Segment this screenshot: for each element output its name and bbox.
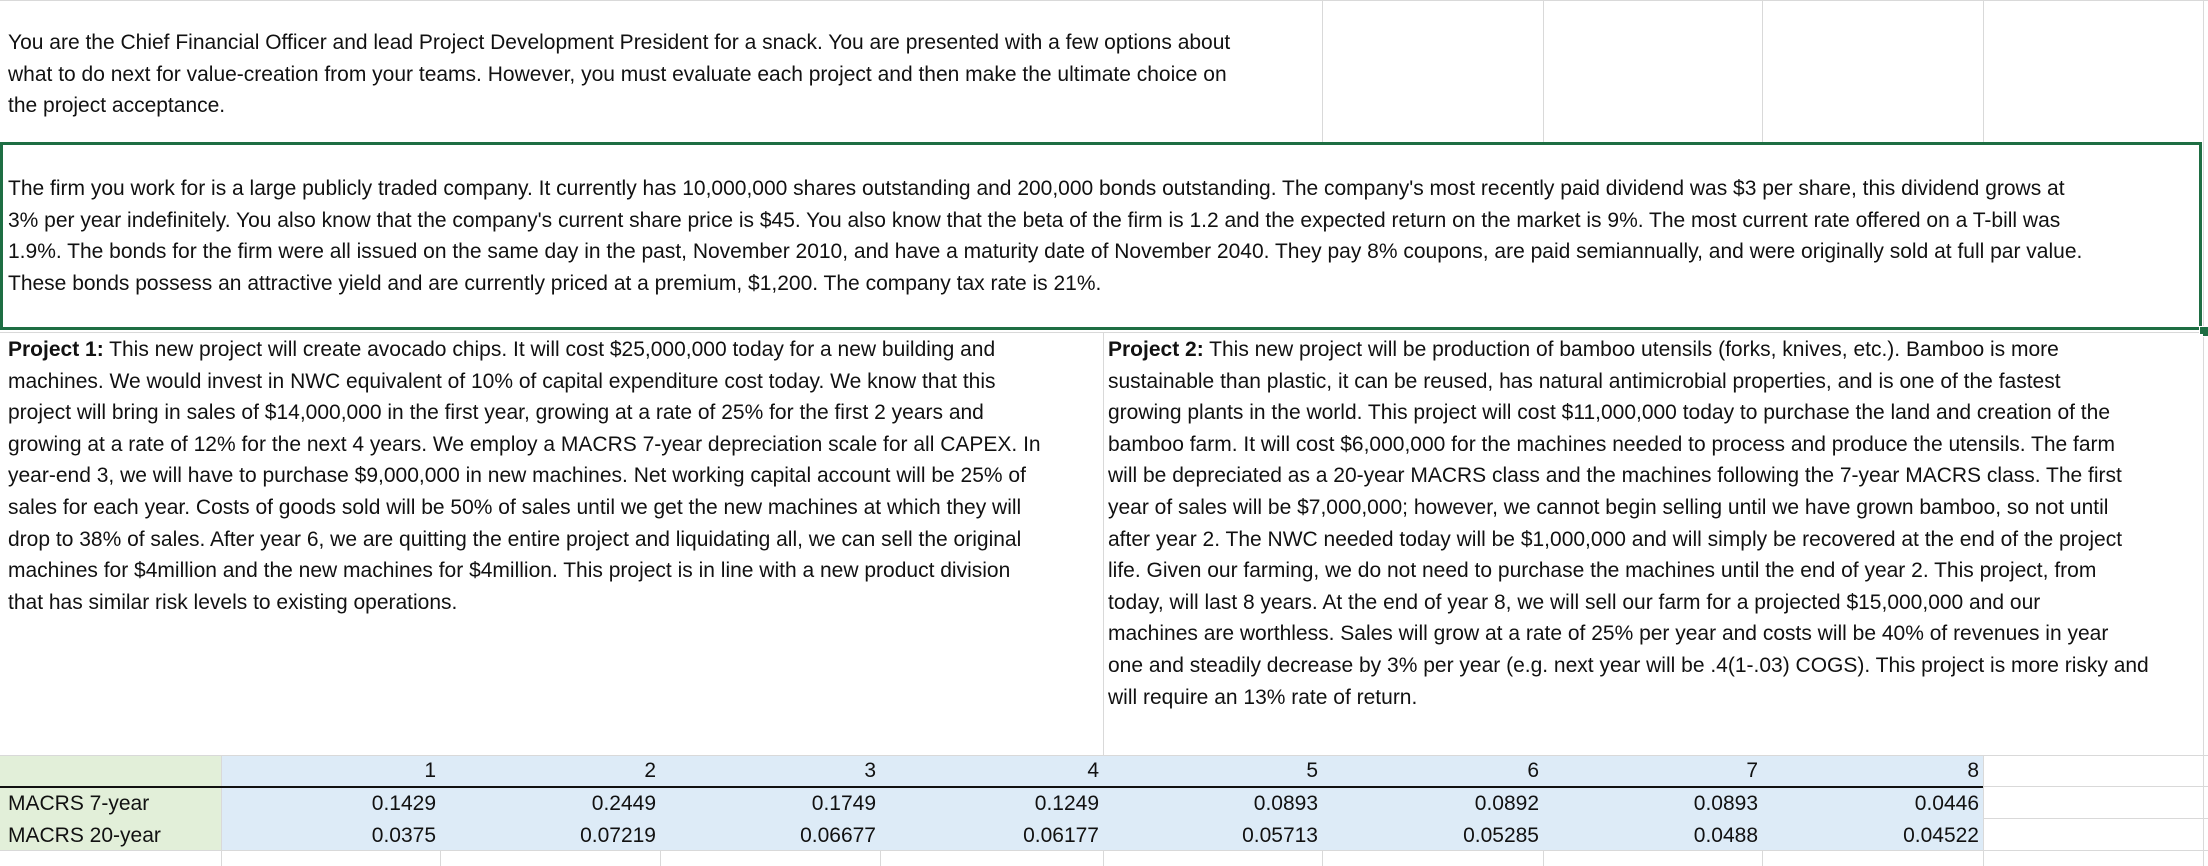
macrs-7yr-value[interactable]: 0.2449: [591, 792, 656, 815]
macrs-row-label[interactable]: MACRS 20-year: [8, 824, 161, 847]
year-header[interactable]: 3: [864, 759, 876, 782]
year-header[interactable]: 1: [424, 759, 436, 782]
macrs-20yr-value[interactable]: 0.05285: [1463, 824, 1539, 847]
macrs-7yr-value[interactable]: 0.1249: [1034, 792, 1099, 815]
project1-cell[interactable]: [8, 334, 1100, 618]
macrs-20yr-value[interactable]: 0.0488: [1693, 824, 1758, 847]
project1-text: This new project will create avocado chips. It will cost $25,000,000 today for a new building and machines. We would invest in NWC equivalent of 10% of capital expenditure cost today. We know that this project will bring in sales of $14,000,000 in the first year, growing at a rate of 25% for the first 2 years and growing at a rate of 12% for the next 4 years. We employ a MACRS 7-year depreciation scale for all CAPEX. In year-end 3, we will have to purchase $9,000,000 in new machines. Net working capital account will be 25% of sales for each year. Costs of goods sold will be 50% of sales until we get the new machines at which they will drop to 38% of sales. After year 6, we are quitting the entire project and liquidating all, we can sell the original machines for $4million and the new machines for $4million. This project is in line with a new product division that has similar risk levels to existing operations.: [8, 338, 1041, 614]
year-header[interactable]: 7: [1746, 759, 1758, 782]
macrs-20yr-value[interactable]: 0.04522: [1903, 824, 1979, 847]
year-header[interactable]: 8: [1967, 759, 1979, 782]
year-header[interactable]: 6: [1527, 759, 1539, 782]
macrs-20yr-value[interactable]: 0.06677: [800, 824, 876, 847]
macrs-20yr-value[interactable]: 0.07219: [580, 824, 656, 847]
macrs-20yr-value[interactable]: 0.06177: [1023, 824, 1099, 847]
project1-label: Project 1:: [8, 338, 104, 361]
macrs-7yr-value[interactable]: 0.1429: [371, 792, 436, 815]
firm-info-text[interactable]: The firm you work for is a large publicly traded company. It currently has 10,000,000 shares outstanding and 200,000 bonds outstanding. The company's most recently paid dividend was $3 per share, this dividend grows at 3% per year indefinitely. You also know that the company's current share price is $45. You also know that the beta of the firm is 1.2 and the expected return on the market is 9%. The most current rate offered on a T-bill was 1.9%. The bonds for the firm were all issued on the same day in the past, November 2010, and have a maturity date of November 2040. They pay 8% coupons, are paid semiannually, and were originally sold at full par value. These bonds possess an attractive yield and are currently priced at a premium, $1,200. The company tax rate is 21%.: [8, 177, 2083, 295]
project2-label: Project 2:: [1108, 338, 1204, 361]
macrs-7yr-value[interactable]: 0.0893: [1253, 792, 1318, 815]
macrs-row-label[interactable]: MACRS 7-year: [8, 792, 150, 815]
macrs-20yr-value[interactable]: 0.0375: [371, 824, 436, 847]
project2-text: This new project will be production of bamboo utensils (forks, knives, etc.). Bamboo is more sustainable than plastic, it can be reused, has natural antimicrobial properties, and is one of the fastest growing plants in the world. This project will cost $11,000,000 today to purchase the land and creation of the bamboo farm. It will cost $6,000,000 for the machines needed to process and produce the utensils. The farm will be depreciated as a 20-year MACRS class and the machines following the 7-year MACRS class. The first year of sales will be $7,000,000; however, we cannot begin selling until we have grown bamboo, so not until after year 2. The NWC needed today will be $1,000,000 and will simply be recovered at the end of the project life. Given our farming, we do not need to purchase the machines until the end of year 2. This project, from today, will last 8 years. At the end of year 8, we will sell our farm for a projected $15,000,000 and our machines are worthless. Sales will grow at a rate of 25% per year and costs will be 40% of revenues in year one and steadily decrease by 3% per year (e.g. next year will be .4(1-.03) COGS). This project is more risky and will require an 13% rate of return.: [1108, 338, 2149, 709]
macrs-7yr-value[interactable]: 0.0892: [1474, 792, 1539, 815]
intro-text[interactable]: You are the Chief Financial Officer and lead Project Development President for a snack. You are presented with a few options about what to do next for value-creation from your teams. However, you must evaluate each project and then make the ultimate choice on the project acceptance.: [8, 27, 1318, 122]
year-header[interactable]: 5: [1306, 759, 1318, 782]
year-header[interactable]: 2: [644, 759, 656, 782]
year-header[interactable]: 4: [1087, 759, 1099, 782]
macrs-7yr-value[interactable]: 0.1749: [811, 792, 876, 815]
macrs-7yr-value[interactable]: 0.0893: [1693, 792, 1758, 815]
project2-cell[interactable]: [1108, 334, 2203, 713]
macrs-7yr-value[interactable]: 0.0446: [1914, 792, 1979, 815]
macrs-20yr-value[interactable]: 0.05713: [1242, 824, 1318, 847]
